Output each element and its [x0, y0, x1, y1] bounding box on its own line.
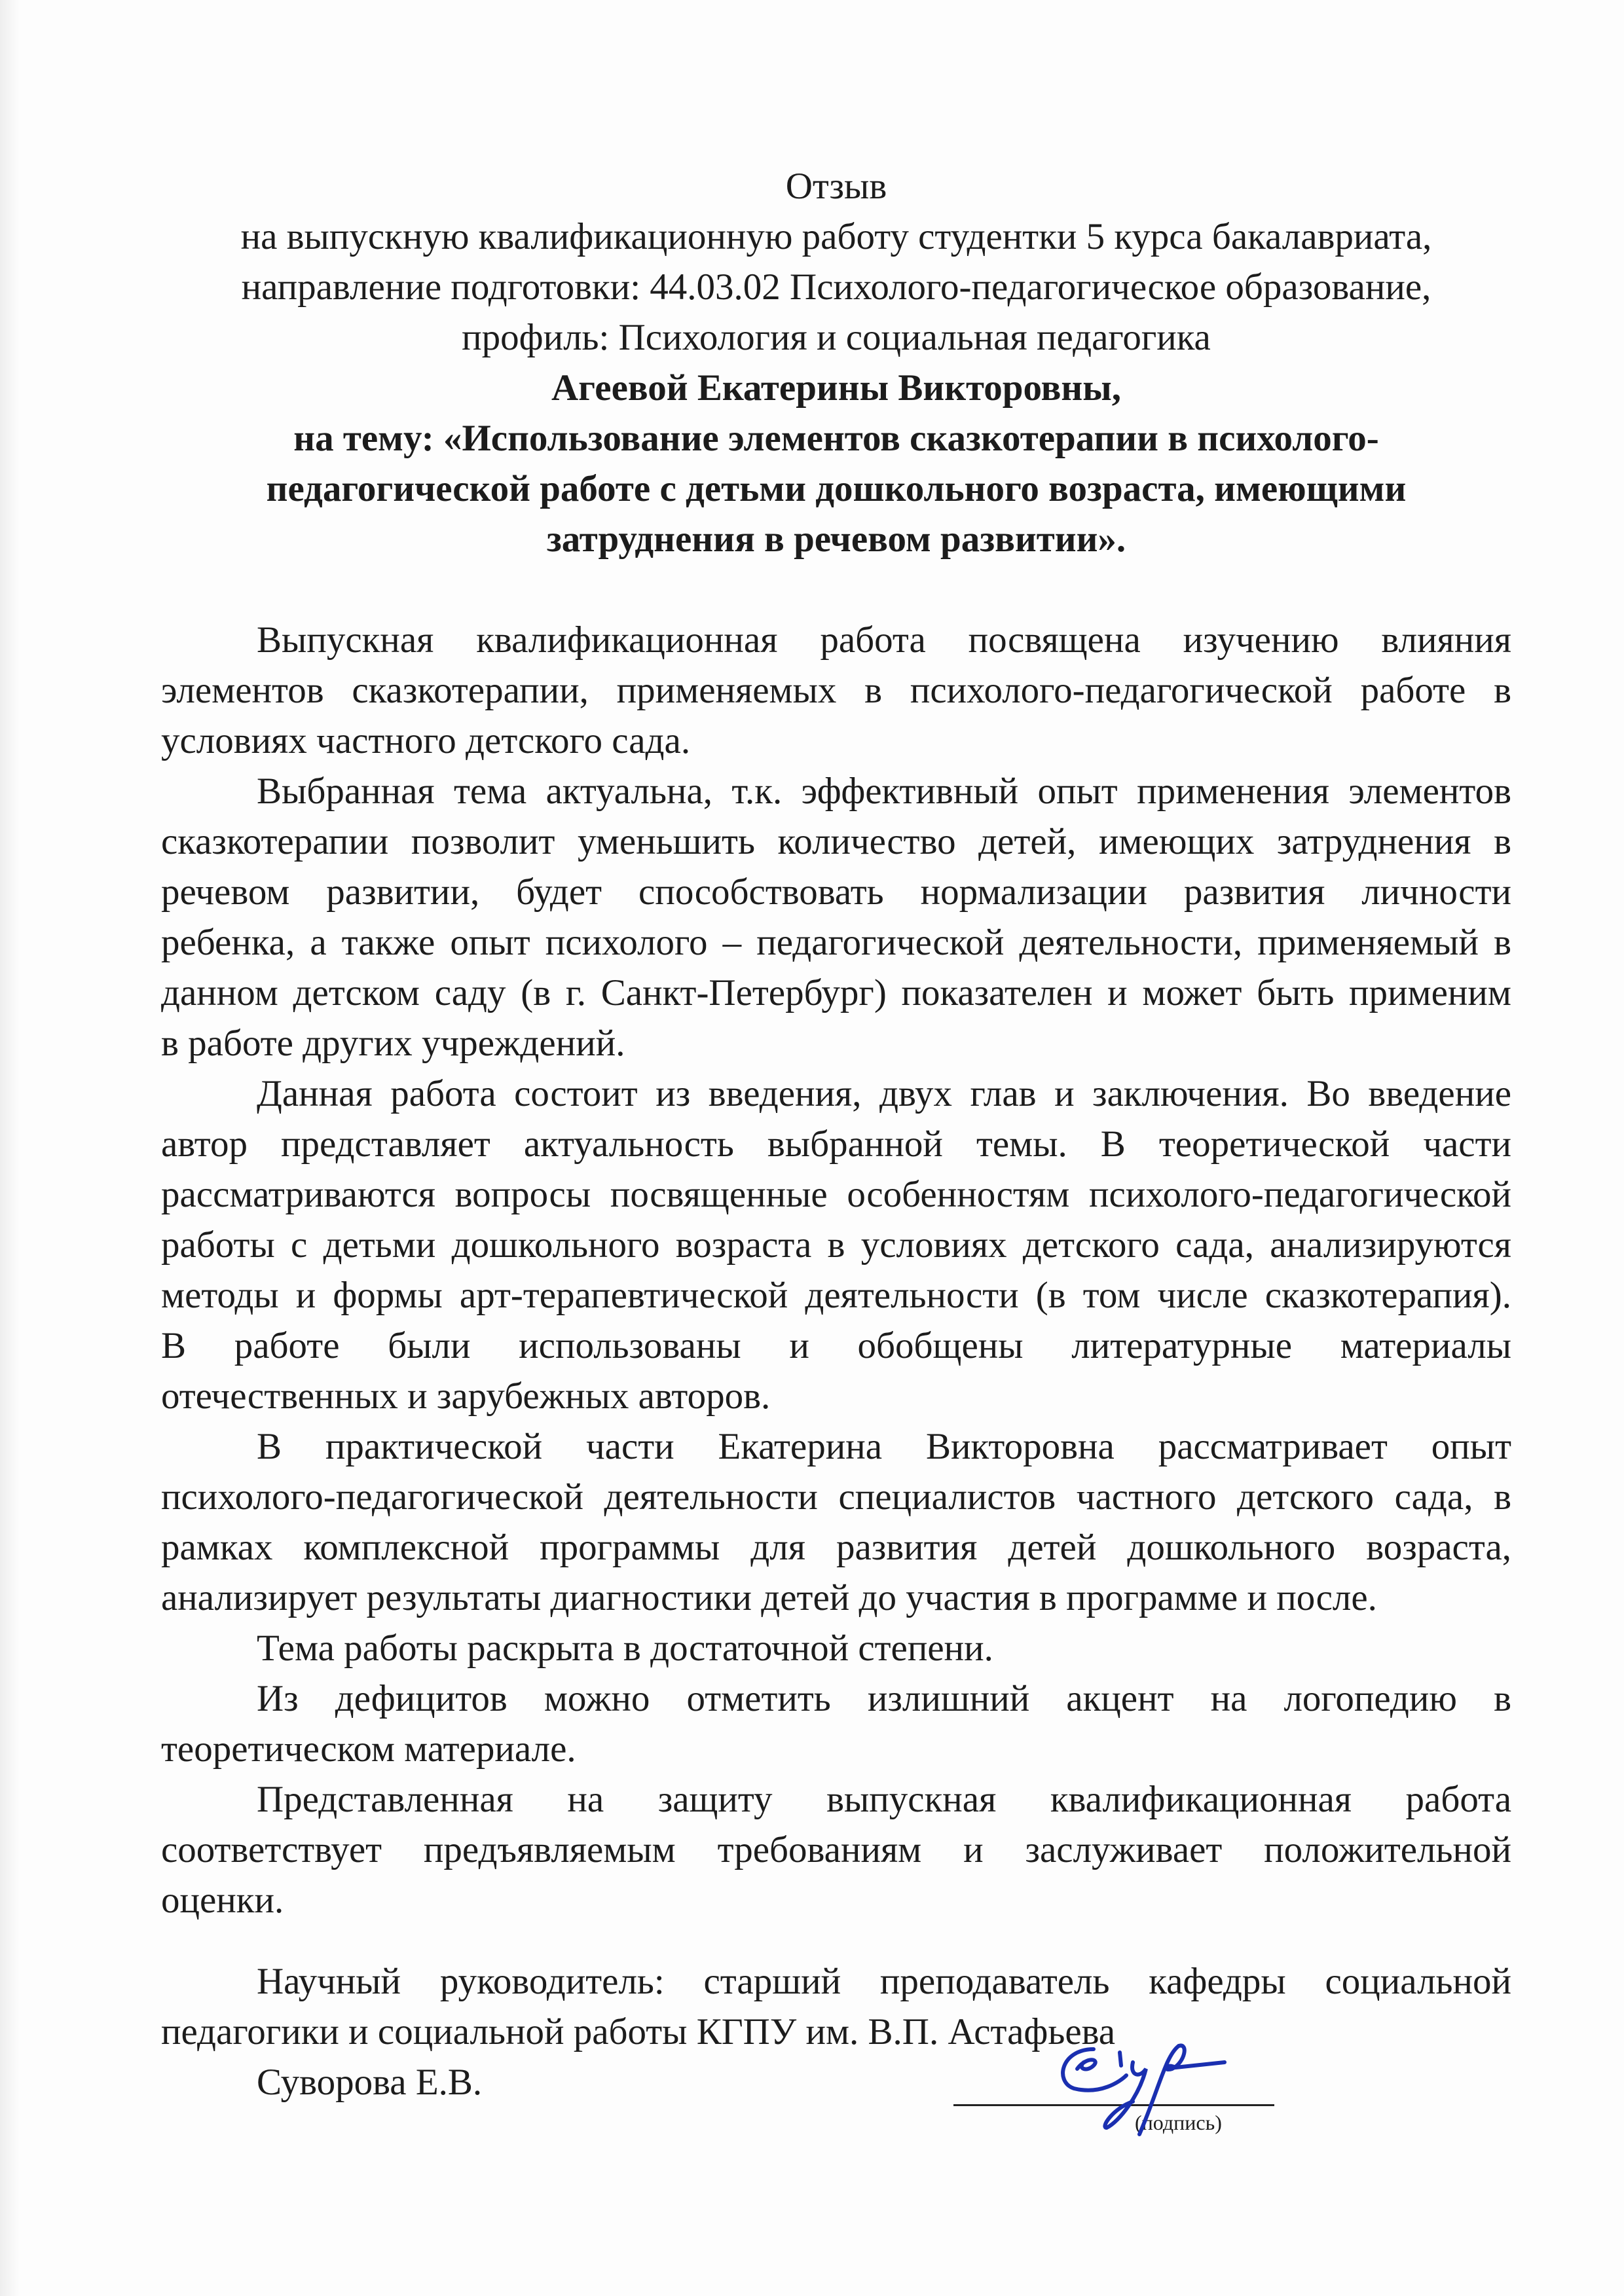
topic-line: педагогической работе с детьми дошкольного возраста, имеющими	[266, 468, 1407, 509]
text-line: В практической части Екатерина Викторовна рассматривает опыт	[257, 1426, 1511, 1467]
supervisor-block	[161, 1956, 1511, 2107]
text-line: В работе были использованы и обобщены литературные материалы	[161, 1325, 1511, 1366]
text-line: условиях частного детского сада.	[161, 720, 691, 761]
document-title: Отзыв	[785, 166, 887, 207]
topic-line: на тему: «Использование элементов сказкотерапии в психолого-	[293, 418, 1379, 459]
text-line: отечественных и зарубежных авторов.	[161, 1376, 771, 1417]
text-line: данном детском саду (в г. Санкт-Петербург) показателен и может быть применим	[161, 972, 1511, 1013]
review-body	[161, 615, 1511, 1925]
text-line: Выпускная квалификационная работа посвящена изучению влияния	[257, 619, 1511, 661]
topic-line: затруднения в речевом развитии».	[546, 519, 1126, 560]
text-line: Выбранная тема актуальна, т.к. эффективный опыт применения элементов	[257, 771, 1511, 812]
signature-caption: (подпись)	[1135, 2111, 1222, 2134]
text-line: оценки.	[161, 1880, 284, 1921]
header-line: направление подготовки: 44.03.02 Психолого-педагогическое образование,	[241, 266, 1431, 308]
text-line: ребенка, а также опыт психолого – педагогической деятельности, применяемый в	[161, 922, 1511, 963]
text-line: Суворова Е.В.	[257, 2062, 483, 2103]
header-line: на выпускную квалификационную работу студентки 5 курса бакалавриата,	[240, 216, 1432, 257]
text-line: Тема работы раскрыта в достаточной степени.	[257, 1628, 993, 1669]
text-line: Научный руководитель: старший преподаватель кафедры социальной	[257, 1961, 1511, 2002]
text-line: Данная работа состоит из введения, двух глав и заключения. Во введение	[257, 1073, 1511, 1114]
text-line: рамках комплексной программы для развития детей дошкольного возраста,	[161, 1527, 1511, 1568]
text-line: Представленная на защиту выпускная квалификационная работа	[257, 1779, 1511, 1820]
text-line: психолого-педагогической деятельности специалистов частного детского сада, в	[161, 1476, 1511, 1518]
scan-edge-shadow	[0, 0, 20, 2296]
document	[161, 161, 1511, 2107]
text-line: элементов сказкотерапии, применяемых в психолого-педагогической работе в	[161, 670, 1511, 711]
text-line: педагогики и социальной работы КГПУ им. В.П. Астафьева	[161, 2011, 1116, 2052]
text-line: речевом развитии, будет способствовать нормализации развития личности	[161, 871, 1511, 913]
text-line: теоретическом материале.	[161, 1728, 576, 1770]
text-line: автор представляет актуальность выбранной темы. В теоретической части	[161, 1123, 1511, 1165]
header-line: профиль: Психология и социальная педагогика	[462, 317, 1211, 358]
text-line: работы с детьми дошкольного возраста в условиях детского сада, анализируются	[161, 1224, 1511, 1266]
student-name: Агеевой Екатерины Викторовны,	[551, 367, 1121, 409]
text-line: рассматриваются вопросы посвященные особенностям психолого-педагогической	[161, 1174, 1511, 1215]
text-line: в работе других учреждений.	[161, 1023, 625, 1064]
text-line: методы и формы арт-терапевтической деятельности (в том числе сказкотерапия).	[161, 1275, 1511, 1316]
text-line: анализирует результаты диагностики детей до участия в программе и после.	[161, 1577, 1377, 1618]
handwritten-signature	[1048, 2043, 1257, 2141]
text-line: Из дефицитов можно отметить излишний акцент на логопедию в	[257, 1678, 1511, 1719]
text-line: соответствует предъявляемым требованиям и заслуживает положительной	[161, 1829, 1511, 1870]
text-line: сказкотерапии позволит уменьшить количество детей, имеющих затруднения в	[161, 821, 1511, 862]
